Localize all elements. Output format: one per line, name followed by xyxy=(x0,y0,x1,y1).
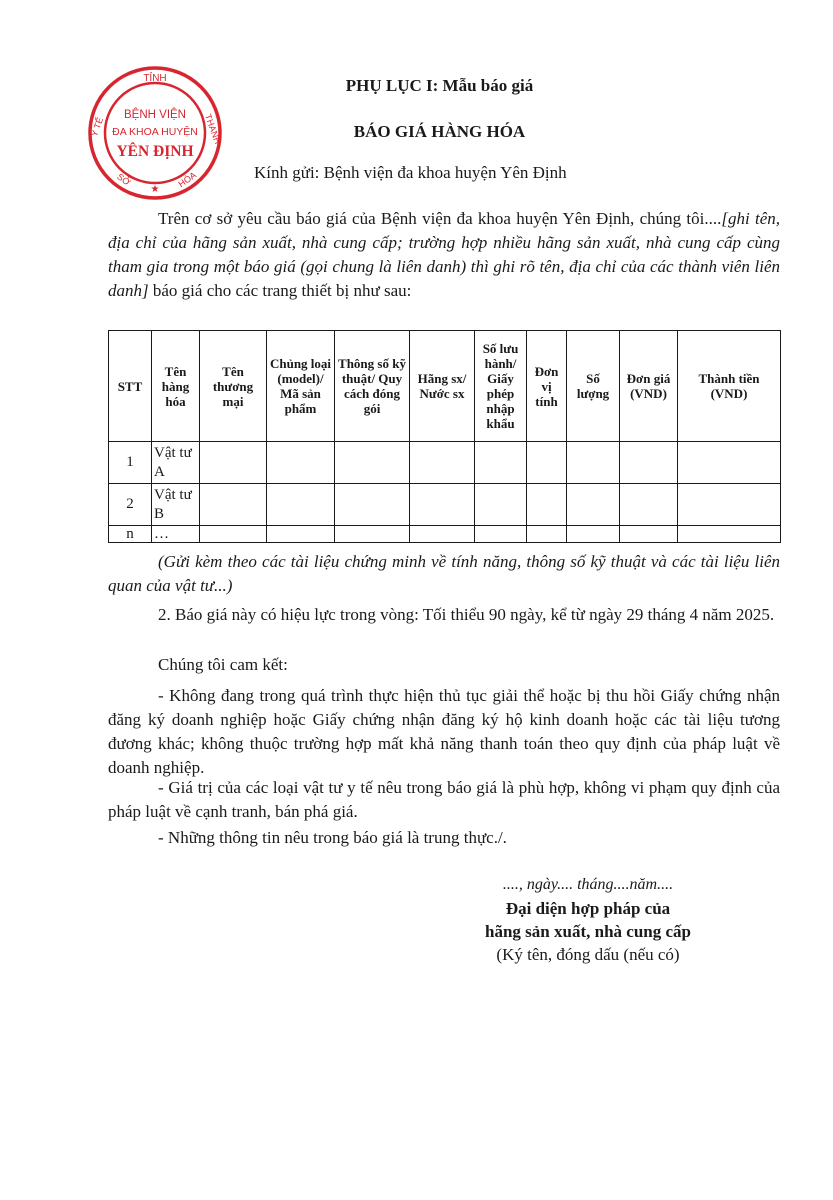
table-cell xyxy=(200,484,267,526)
intro-tail: báo giá cho các trang thiết bị như sau: xyxy=(148,281,412,300)
table-cell xyxy=(200,442,267,484)
row-stt: 1 xyxy=(109,442,152,484)
col-header-specs: Thông số kỹ thuật/ Quy cách đóng gói xyxy=(335,331,410,442)
table-row xyxy=(109,484,781,526)
col-header-trade-name: Tên thương mại xyxy=(200,331,267,442)
row-stt: 2 xyxy=(109,484,152,526)
table-cell xyxy=(475,442,527,484)
col-header-license: Số lưu hành/ Giấy phép nhập khẩu xyxy=(475,331,527,442)
intro-paragraph xyxy=(108,207,780,303)
stamp-ring-bottom-left: SỞ xyxy=(115,171,133,188)
col-header-quantity: Số lượng xyxy=(567,331,620,442)
table-cell xyxy=(527,442,567,484)
stamp-line-3: YÊN ĐỊNH xyxy=(116,143,194,160)
col-header-manufacturer: Hãng sx/ Nước sx xyxy=(410,331,475,442)
table-cell xyxy=(200,526,267,543)
col-header-stt: STT xyxy=(109,331,152,442)
row-item-name: Vật tư B xyxy=(152,484,200,526)
table-cell xyxy=(567,442,620,484)
col-header-unit: Đơn vị tính xyxy=(527,331,567,442)
table-cell xyxy=(335,526,410,543)
col-header-amount: Thành tiền (VND) xyxy=(678,331,781,442)
signature-date-line: ...., ngày.... tháng....năm.... xyxy=(502,876,674,893)
table-cell xyxy=(678,484,781,526)
commitment-item-3: - Những thông tin nêu trong báo giá là trung thực./. xyxy=(158,828,507,847)
table-cell xyxy=(567,526,620,543)
attachment-note: (Gửi kèm theo các tài liệu chứng minh về tính năng, thông số kỹ thuật và các tài liệu liên quan của vật tư...) xyxy=(108,552,780,595)
table-cell xyxy=(678,526,781,543)
table-cell xyxy=(410,526,475,543)
quotation-table xyxy=(108,330,781,543)
intro-instruction: [ghi tên, địa chỉ của hãng sản xuất, nhà cung cấp; trường hợp nhiều hãng sản xuất, nhà cung cấp cùng tham gia trong một báo giá (gọi chung là liên danh) thì ghi rõ tên, địa chỉ của các thành viên liên danh] xyxy=(108,209,780,300)
table-cell xyxy=(335,484,410,526)
table-cell xyxy=(527,484,567,526)
recipient-line: Kính gửi: Bệnh viện đa khoa huyện Yên Định xyxy=(254,163,567,182)
row-item-name: Vật tư A xyxy=(152,442,200,484)
table-cell xyxy=(527,526,567,543)
intro-lead: Trên cơ sở yêu cầu báo giá của Bệnh viện đa khoa huyện Yên Định, chúng tôi.... xyxy=(158,209,722,228)
annex-title: PHỤ LỤC I: Mẫu báo giá xyxy=(345,76,534,95)
commitment-item-1: - Không đang trong quá trình thực hiện thủ tục giải thể hoặc bị thu hồi Giấy chứng nhận đăng ký doanh nghiệp hoặc Giấy chứng nhận đăng ký hộ kinh doanh hoặc các tài liệu tương đương khác; không thuộc trường hợp mất khả năng thanh toán theo quy định của pháp luật về doanh nghiệp. xyxy=(108,686,780,777)
commitment-heading: Chúng tôi cam kết: xyxy=(158,655,288,674)
col-header-unit-price: Đơn giá (VND) xyxy=(620,331,678,442)
stamp-line-1: BỆNH VIỆN xyxy=(124,109,186,121)
stamp-ring-bottom-right: HÓA xyxy=(176,169,199,190)
validity-paragraph: 2. Báo giá này có hiệu lực trong vòng: Tối thiểu 90 ngày, kể từ ngày 29 tháng 4 năm 2025. xyxy=(158,605,775,624)
stamp-ring-top: TỈNH xyxy=(143,73,167,84)
signature-representative-1: Đại diện hợp pháp của xyxy=(505,899,671,918)
table-row xyxy=(109,442,781,484)
table-cell xyxy=(678,442,781,484)
stamp-ring-right: THANH xyxy=(202,112,223,146)
table-cell xyxy=(335,442,410,484)
table-row xyxy=(109,526,781,543)
document-title: BÁO GIÁ HÀNG HÓA xyxy=(353,122,526,141)
col-header-model: Chủng loại (model)/ Mã sản phẩm xyxy=(267,331,335,442)
signature-representative-2: hãng sản xuất, nhà cung cấp xyxy=(485,922,691,941)
table-cell xyxy=(410,442,475,484)
table-cell xyxy=(567,484,620,526)
commitment-item-2: - Giá trị của các loại vật tư y tế nêu trong báo giá là phù hợp, không vi phạm quy định của pháp luật về cạnh tranh, bán phá giá. xyxy=(108,778,780,821)
table-cell xyxy=(620,484,678,526)
table-cell xyxy=(620,526,678,543)
stamp-star-icon: ★ xyxy=(150,184,160,195)
row-stt: n xyxy=(109,526,152,543)
table-cell xyxy=(475,526,527,543)
signature-note: (Ký tên, đóng dấu (nếu có) xyxy=(496,945,680,964)
table-cell xyxy=(410,484,475,526)
row-item-name: … xyxy=(152,526,200,543)
table-cell xyxy=(267,442,335,484)
col-header-item-name: Tên hàng hóa xyxy=(152,331,200,442)
table-header-row xyxy=(109,331,781,442)
table-cell xyxy=(475,484,527,526)
table-cell xyxy=(267,526,335,543)
stamp-line-2: ĐA KHOA HUYỆN xyxy=(112,126,198,138)
table-cell xyxy=(267,484,335,526)
table-cell xyxy=(620,442,678,484)
stamp-ring-left: Y TẾ xyxy=(89,116,106,138)
